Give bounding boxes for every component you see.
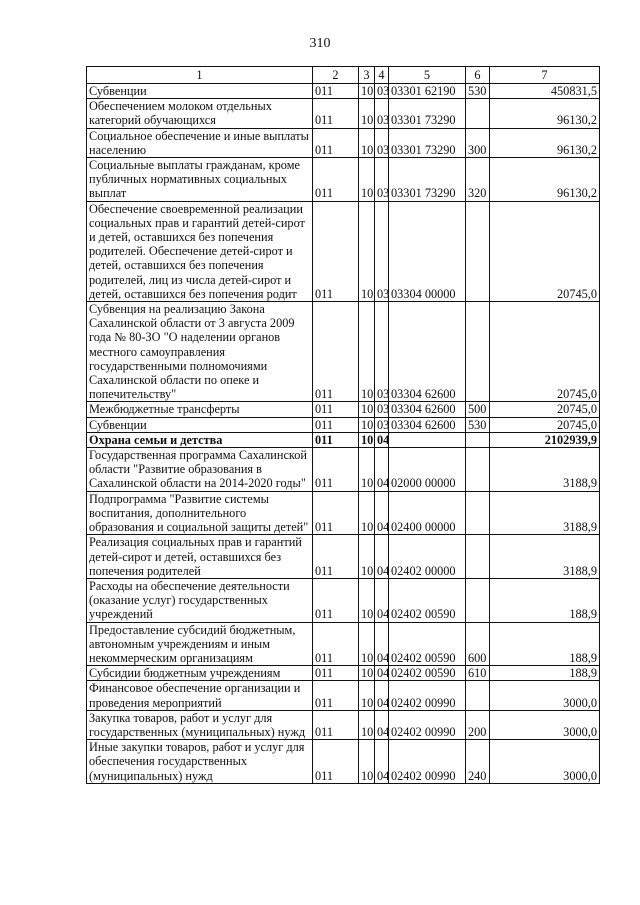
table-row: [87, 432, 600, 447]
row-amount-cell: 3188,9: [490, 535, 600, 579]
row-subsection-cell: 04: [375, 681, 389, 710]
row-expense-type-cell: 530: [466, 84, 490, 99]
row-amount-cell: 3188,9: [490, 448, 600, 492]
row-name-cell: Предоставление субсидий бюджетным, автономным учреждениям и иным некоммерческим организациям: [87, 622, 313, 666]
row-subsection-cell: 04: [375, 740, 389, 784]
row-expense-type-cell: [466, 681, 490, 710]
row-ministry-code-cell: 011: [313, 448, 359, 492]
row-name-cell: Финансовое обеспечение организации и проведения мероприятий: [87, 681, 313, 710]
row-section-cell: 10: [359, 84, 375, 99]
row-section-cell: 10: [359, 432, 375, 447]
row-target-article-cell: 02402 00590: [389, 622, 466, 666]
row-expense-type-cell: 610: [466, 666, 490, 681]
row-amount-cell: 20745,0: [490, 402, 600, 417]
row-amount-cell: 450831,5: [490, 84, 600, 99]
row-amount-cell: 188,9: [490, 578, 600, 622]
table-row: [87, 302, 600, 402]
header-cell: 1: [87, 67, 313, 84]
row-name-cell: Социальные выплаты гражданам, кроме публичных нормативных социальных выплат: [87, 158, 313, 202]
header-cell: 5: [389, 67, 466, 84]
row-expense-type-cell: 200: [466, 710, 490, 739]
row-target-article-cell: 03304 62600: [389, 302, 466, 402]
row-subsection-cell: 03: [375, 128, 389, 157]
table-row: [87, 535, 600, 579]
row-section-cell: 10: [359, 710, 375, 739]
row-ministry-code-cell: 011: [313, 128, 359, 157]
row-target-article-cell: 03304 62600: [389, 417, 466, 432]
row-amount-cell: 96130,2: [490, 128, 600, 157]
table-row: [87, 84, 600, 99]
row-expense-type-cell: [466, 491, 490, 535]
row-target-article-cell: 03301 73290: [389, 99, 466, 128]
row-name-cell: Субвенция на реализацию Закона Сахалинской области от 3 августа 2009 года № 80-ЗО "О наделении органов местного самоуправления государственными полномочиями Сахалинской области по опеке и попечительству": [87, 302, 313, 402]
row-section-cell: 10: [359, 99, 375, 128]
row-amount-cell: 20745,0: [490, 417, 600, 432]
row-amount-cell: 96130,2: [490, 99, 600, 128]
row-subsection-cell: 03: [375, 417, 389, 432]
header-cell: 6: [466, 67, 490, 84]
row-section-cell: 10: [359, 578, 375, 622]
row-ministry-code-cell: 011: [313, 491, 359, 535]
row-subsection-cell: 03: [375, 99, 389, 128]
row-ministry-code-cell: 011: [313, 84, 359, 99]
row-name-cell: Охрана семьи и детства: [87, 432, 313, 447]
table-row: [87, 681, 600, 710]
row-target-article-cell: 02402 00990: [389, 681, 466, 710]
row-target-article-cell: 03304 62600: [389, 402, 466, 417]
budget-table: [86, 66, 600, 784]
row-ministry-code-cell: 011: [313, 710, 359, 739]
row-name-cell: Обеспечение своевременной реализации социальных прав и гарантий детей-сирот и детей, оставшихся без попечения родителей. Обеспечение детей-сирот и детей, оставшихся без попечения родителей, лиц из числа детей-сирот и детей, оставшихся без попечения родит: [87, 201, 313, 301]
row-subsection-cell: 04: [375, 666, 389, 681]
row-ministry-code-cell: 011: [313, 666, 359, 681]
header-cell: 3: [359, 67, 375, 84]
table-row: [87, 128, 600, 157]
row-ministry-code-cell: 011: [313, 201, 359, 301]
row-expense-type-cell: [466, 432, 490, 447]
row-section-cell: 10: [359, 622, 375, 666]
row-section-cell: 10: [359, 666, 375, 681]
row-section-cell: 10: [359, 740, 375, 784]
row-section-cell: 10: [359, 448, 375, 492]
row-name-cell: Обеспечением молоком отдельных категорий обучающихся: [87, 99, 313, 128]
row-ministry-code-cell: 011: [313, 99, 359, 128]
row-section-cell: 10: [359, 201, 375, 301]
row-subsection-cell: 04: [375, 622, 389, 666]
row-target-article-cell: 03301 73290: [389, 128, 466, 157]
row-section-cell: 10: [359, 681, 375, 710]
header-cell: 7: [490, 67, 600, 84]
row-target-article-cell: 03304 00000: [389, 201, 466, 301]
row-name-cell: Субсидии бюджетным учреждениям: [87, 666, 313, 681]
row-section-cell: 10: [359, 491, 375, 535]
row-subsection-cell: 03: [375, 158, 389, 202]
row-section-cell: 10: [359, 417, 375, 432]
row-amount-cell: 20745,0: [490, 201, 600, 301]
row-subsection-cell: 04: [375, 448, 389, 492]
row-target-article-cell: [389, 432, 466, 447]
row-expense-type-cell: 320: [466, 158, 490, 202]
row-expense-type-cell: [466, 201, 490, 301]
row-section-cell: 10: [359, 158, 375, 202]
table-row: [87, 158, 600, 202]
row-expense-type-cell: [466, 99, 490, 128]
row-name-cell: Расходы на обеспечение деятельности (оказание услуг) государственных учреждений: [87, 578, 313, 622]
row-amount-cell: 96130,2: [490, 158, 600, 202]
row-subsection-cell: 04: [375, 535, 389, 579]
row-subsection-cell: 03: [375, 402, 389, 417]
row-ministry-code-cell: 011: [313, 432, 359, 447]
row-ministry-code-cell: 011: [313, 302, 359, 402]
row-name-cell: Подпрограмма "Развитие системы воспитания, дополнительного образования и социальной защиты детей": [87, 491, 313, 535]
row-target-article-cell: 02402 00990: [389, 710, 466, 739]
table-row: [87, 201, 600, 301]
row-ministry-code-cell: 011: [313, 402, 359, 417]
table-row: [87, 448, 600, 492]
row-subsection-cell: 04: [375, 491, 389, 535]
row-amount-cell: 2102939,9: [490, 432, 600, 447]
row-amount-cell: 188,9: [490, 622, 600, 666]
row-target-article-cell: 02000 00000: [389, 448, 466, 492]
row-expense-type-cell: 600: [466, 622, 490, 666]
row-ministry-code-cell: 011: [313, 535, 359, 579]
row-expense-type-cell: [466, 535, 490, 579]
row-name-cell: Реализация социальных прав и гарантий детей-сирот и детей, оставшихся без попечения родителей: [87, 535, 313, 579]
table-row: [87, 666, 600, 681]
row-name-cell: Закупка товаров, работ и услуг для государственных (муниципальных) нужд: [87, 710, 313, 739]
row-expense-type-cell: [466, 578, 490, 622]
row-expense-type-cell: 500: [466, 402, 490, 417]
row-section-cell: 10: [359, 402, 375, 417]
row-target-article-cell: 02402 00990: [389, 740, 466, 784]
row-target-article-cell: 02400 00000: [389, 491, 466, 535]
row-subsection-cell: 04: [375, 578, 389, 622]
row-name-cell: Межбюджетные трансферты: [87, 402, 313, 417]
row-subsection-cell: 04: [375, 710, 389, 739]
row-subsection-cell: 04: [375, 432, 389, 447]
row-subsection-cell: 03: [375, 84, 389, 99]
row-amount-cell: 3000,0: [490, 710, 600, 739]
page-number: 310: [309, 36, 331, 51]
table-row: [87, 622, 600, 666]
row-ministry-code-cell: 011: [313, 681, 359, 710]
row-target-article-cell: 03301 73290: [389, 158, 466, 202]
row-name-cell: Иные закупки товаров, работ и услуг для обеспечения государственных (муниципальных) нужд: [87, 740, 313, 784]
row-amount-cell: 3000,0: [490, 681, 600, 710]
header-row: [87, 67, 600, 84]
row-amount-cell: 3000,0: [490, 740, 600, 784]
row-name-cell: Субвенции: [87, 84, 313, 99]
row-amount-cell: 3188,9: [490, 491, 600, 535]
row-target-article-cell: 02402 00590: [389, 666, 466, 681]
row-subsection-cell: 03: [375, 302, 389, 402]
row-name-cell: Субвенции: [87, 417, 313, 432]
row-expense-type-cell: 300: [466, 128, 490, 157]
row-expense-type-cell: [466, 302, 490, 402]
row-section-cell: 10: [359, 128, 375, 157]
row-ministry-code-cell: 011: [313, 417, 359, 432]
row-name-cell: Социальное обеспечение и иные выплаты населению: [87, 128, 313, 157]
row-name-cell: Государственная программа Сахалинской области "Развитие образования в Сахалинской области на 2014-2020 годы": [87, 448, 313, 492]
row-target-article-cell: 03301 62190: [389, 84, 466, 99]
row-ministry-code-cell: 011: [313, 578, 359, 622]
row-amount-cell: 20745,0: [490, 302, 600, 402]
table-row: [87, 99, 600, 128]
row-section-cell: 10: [359, 535, 375, 579]
table-row: [87, 491, 600, 535]
table-row: [87, 402, 600, 417]
table-row: [87, 710, 600, 739]
row-ministry-code-cell: 011: [313, 622, 359, 666]
row-target-article-cell: 02402 00000: [389, 535, 466, 579]
header-cell: 4: [375, 67, 389, 84]
row-ministry-code-cell: 011: [313, 740, 359, 784]
row-subsection-cell: 03: [375, 201, 389, 301]
row-amount-cell: 188,9: [490, 666, 600, 681]
row-section-cell: 10: [359, 302, 375, 402]
row-target-article-cell: 02402 00590: [389, 578, 466, 622]
header-cell: 2: [313, 67, 359, 84]
row-expense-type-cell: [466, 448, 490, 492]
row-expense-type-cell: 530: [466, 417, 490, 432]
row-expense-type-cell: 240: [466, 740, 490, 784]
table-row: [87, 417, 600, 432]
row-ministry-code-cell: 011: [313, 158, 359, 202]
table-row: [87, 740, 600, 784]
table-row: [87, 578, 600, 622]
